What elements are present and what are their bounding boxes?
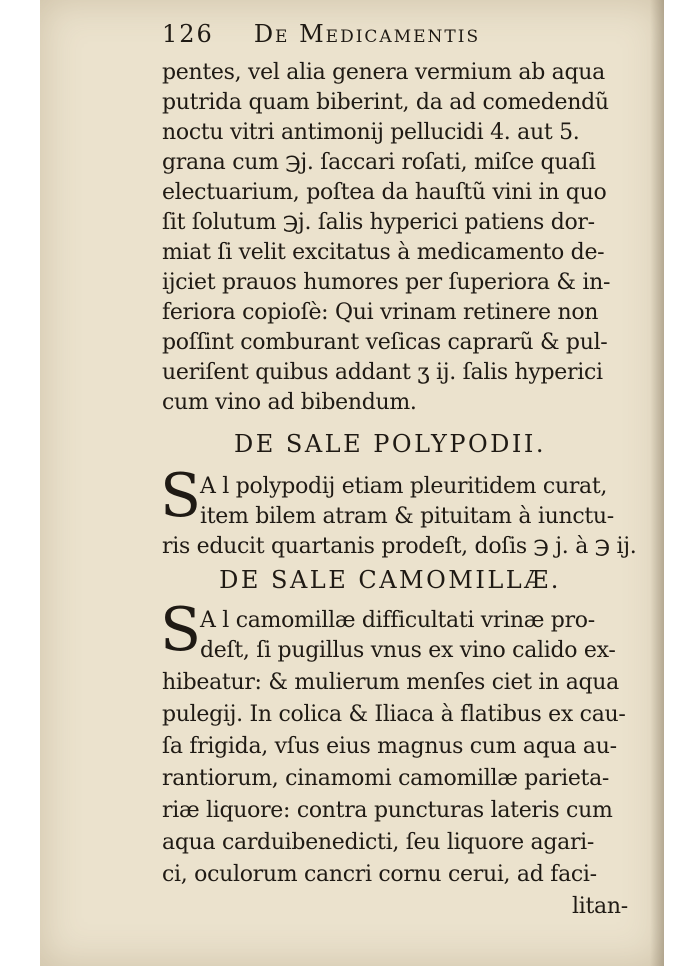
text-line: ueriſent quibus addant ʒ ij. ſalis hyperici bbox=[162, 360, 603, 385]
text-line: ſit ſolutum ℈j. ſalis hyperici patiens dor- bbox=[162, 210, 595, 235]
text-line: rantiorum, cinamomi camomillæ parieta- bbox=[162, 766, 610, 791]
text-line: A l camomillæ difficultati vrinæ pro- bbox=[200, 608, 595, 633]
text-line: pulegij. In colica & Iliaca à flatibus ex cau- bbox=[162, 702, 626, 727]
text-line: noctu vitri antimonij pellucidi 4. aut 5. bbox=[162, 120, 580, 145]
text-line: poſſint comburant veſicas caprarũ & pul- bbox=[162, 330, 608, 355]
text-line: feriora copioſè: Qui vrinam retinere non bbox=[162, 300, 599, 325]
running-head bbox=[162, 20, 480, 48]
text-line: hibeatur: & mulierum menſes ciet in aqua bbox=[162, 670, 619, 695]
text-line: ci, oculorum cancri cornu cerui, ad faci- bbox=[162, 862, 597, 887]
text-line: cum vino ad bibendum. bbox=[162, 390, 417, 415]
text-line: ris educit quartanis prodeſt, doſis ℈ j. à ℈ ij. bbox=[162, 534, 637, 559]
drop-cap: S bbox=[160, 595, 202, 665]
text-line: miat ſi velit excitatus à medicamento de- bbox=[162, 240, 605, 265]
section-heading-polypodii: DE SALE POLYPODII. bbox=[234, 430, 546, 458]
text-line: aqua carduibenedicti, ſeu liquore agari- bbox=[162, 830, 595, 855]
text-line: electuarium, poſtea da hauſtũ vini in quo bbox=[162, 180, 607, 205]
text-line: grana cum ℈j. ſaccari roſati, miſce quaſi bbox=[162, 150, 596, 175]
drop-cap: S bbox=[160, 461, 202, 531]
text-line: A l polypodij etiam pleuritidem curat, bbox=[200, 474, 608, 499]
catchword: litan- bbox=[572, 894, 628, 919]
text-line: ijciet prauos humores per ſuperiora & in- bbox=[162, 270, 611, 295]
page-gutter-shadow bbox=[650, 0, 664, 966]
text-line: riæ liquore: contra puncturas lateris cum bbox=[162, 798, 613, 823]
text-line: item bilem atram & pituitam à iunctu- bbox=[200, 504, 614, 529]
text-line: putrida quam biberint, da ad comedendũ bbox=[162, 90, 609, 115]
text-line: ſa frigida, vſus eius magnus cum aqua au- bbox=[162, 734, 617, 759]
running-title: De Medicamentis bbox=[253, 20, 481, 48]
section-heading-camomillae: DE SALE CAMOMILLÆ. bbox=[219, 566, 561, 594]
text-line: pentes, vel alia genera vermium ab aqua bbox=[162, 60, 605, 85]
text-line: deſt, ſi pugillus vnus ex vino calido ex- bbox=[200, 638, 616, 663]
page-number: 126 bbox=[162, 20, 214, 48]
